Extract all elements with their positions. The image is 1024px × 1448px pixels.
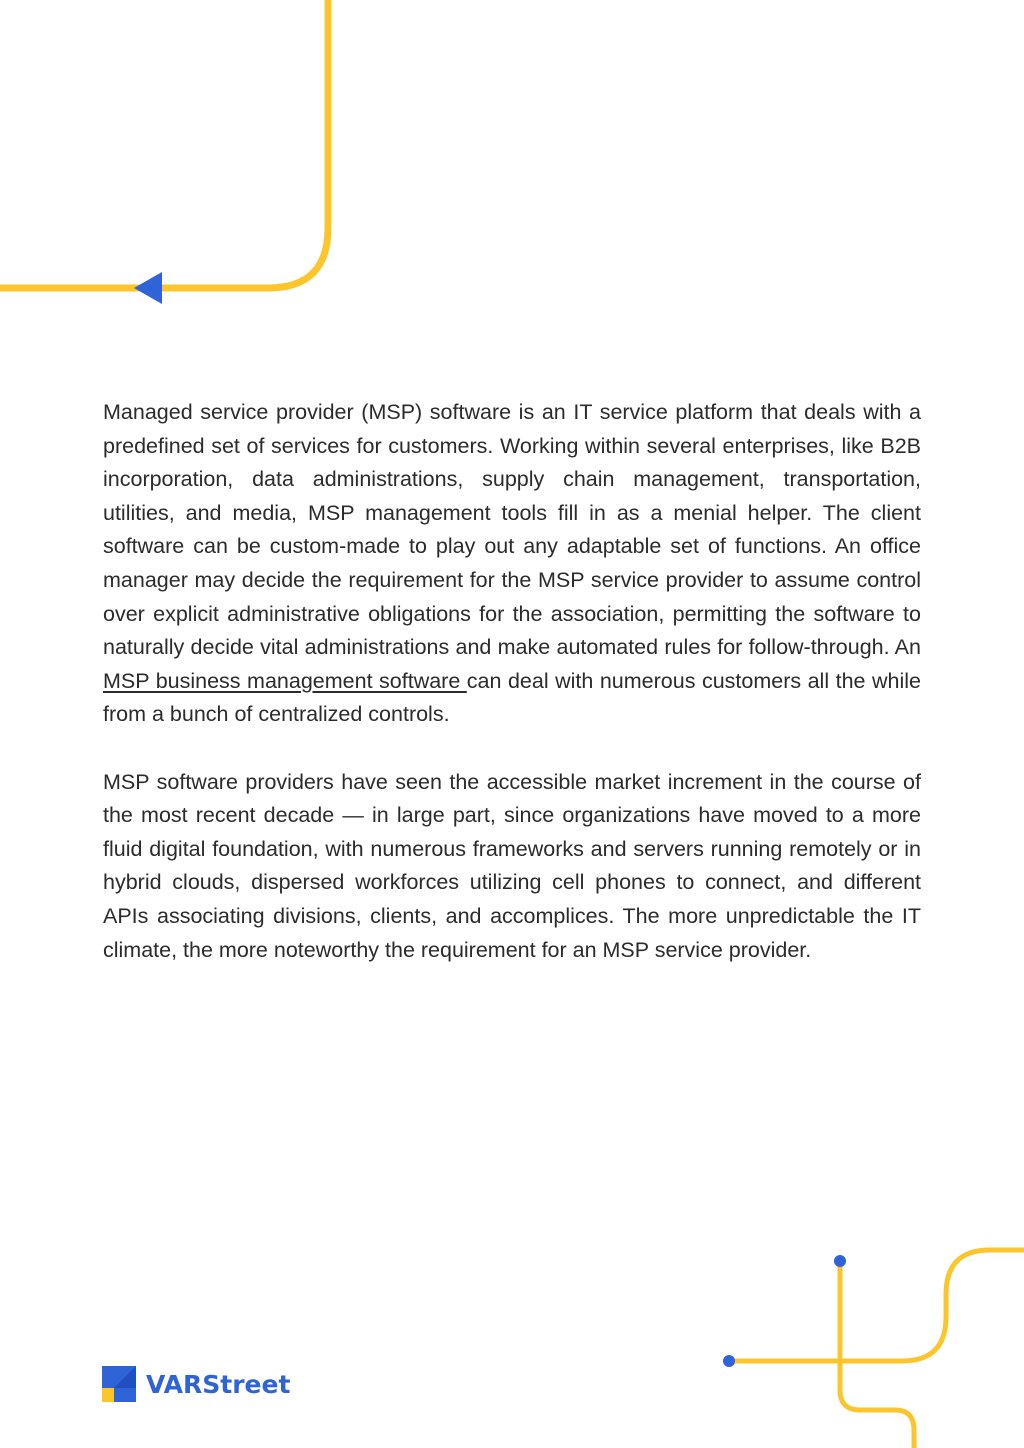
paragraph-1-text: Managed service provider (MSP) software is an IT service platform that deals with a predefined set of services for customers. Working within several enterprises, like B2B incorporation, data administrations, supply chain management, transportation, utilities, and media, MSP management tools fill in as a menial helper. The client software can be custom-made to play out any adaptable set of functions. An office manager may decide the requirement for the MSP service provider to assume control over explicit administrative obligations for the association, permitting the software to naturally decide vital administrations and make automated rules for follow-through. An xyxy=(103,400,921,660)
article-body xyxy=(103,396,921,1001)
paragraph-1 xyxy=(103,396,921,732)
arrow-left-icon xyxy=(134,272,162,304)
msp-business-management-software-link[interactable]: MSP business management software xyxy=(103,668,467,693)
paragraph-1-text-end: can deal with numerous customers all the while from a bunch of centralized controls. xyxy=(103,668,921,727)
dot-icon xyxy=(834,1255,846,1267)
varstreet-logo xyxy=(102,1366,290,1402)
logo-text: VARStreet xyxy=(146,1369,291,1399)
paragraph-2: MSP software providers have seen the accessible market increment in the course of the most recent decade — in large part, since organizations have moved to a more fluid digital foundation, with numerous frameworks and servers running remotely or in hybrid clouds, dispersed workforces utilizing cell phones to connect, and different APIs associating divisions, clients, and accomplices. The more unpredictable the IT climate, the more noteworthy the requirement for an MSP service provider. xyxy=(103,769,921,962)
varstreet-logo-icon xyxy=(102,1366,136,1402)
bottom-right-connector-decoration xyxy=(723,1250,1024,1448)
dot-icon xyxy=(723,1355,735,1367)
